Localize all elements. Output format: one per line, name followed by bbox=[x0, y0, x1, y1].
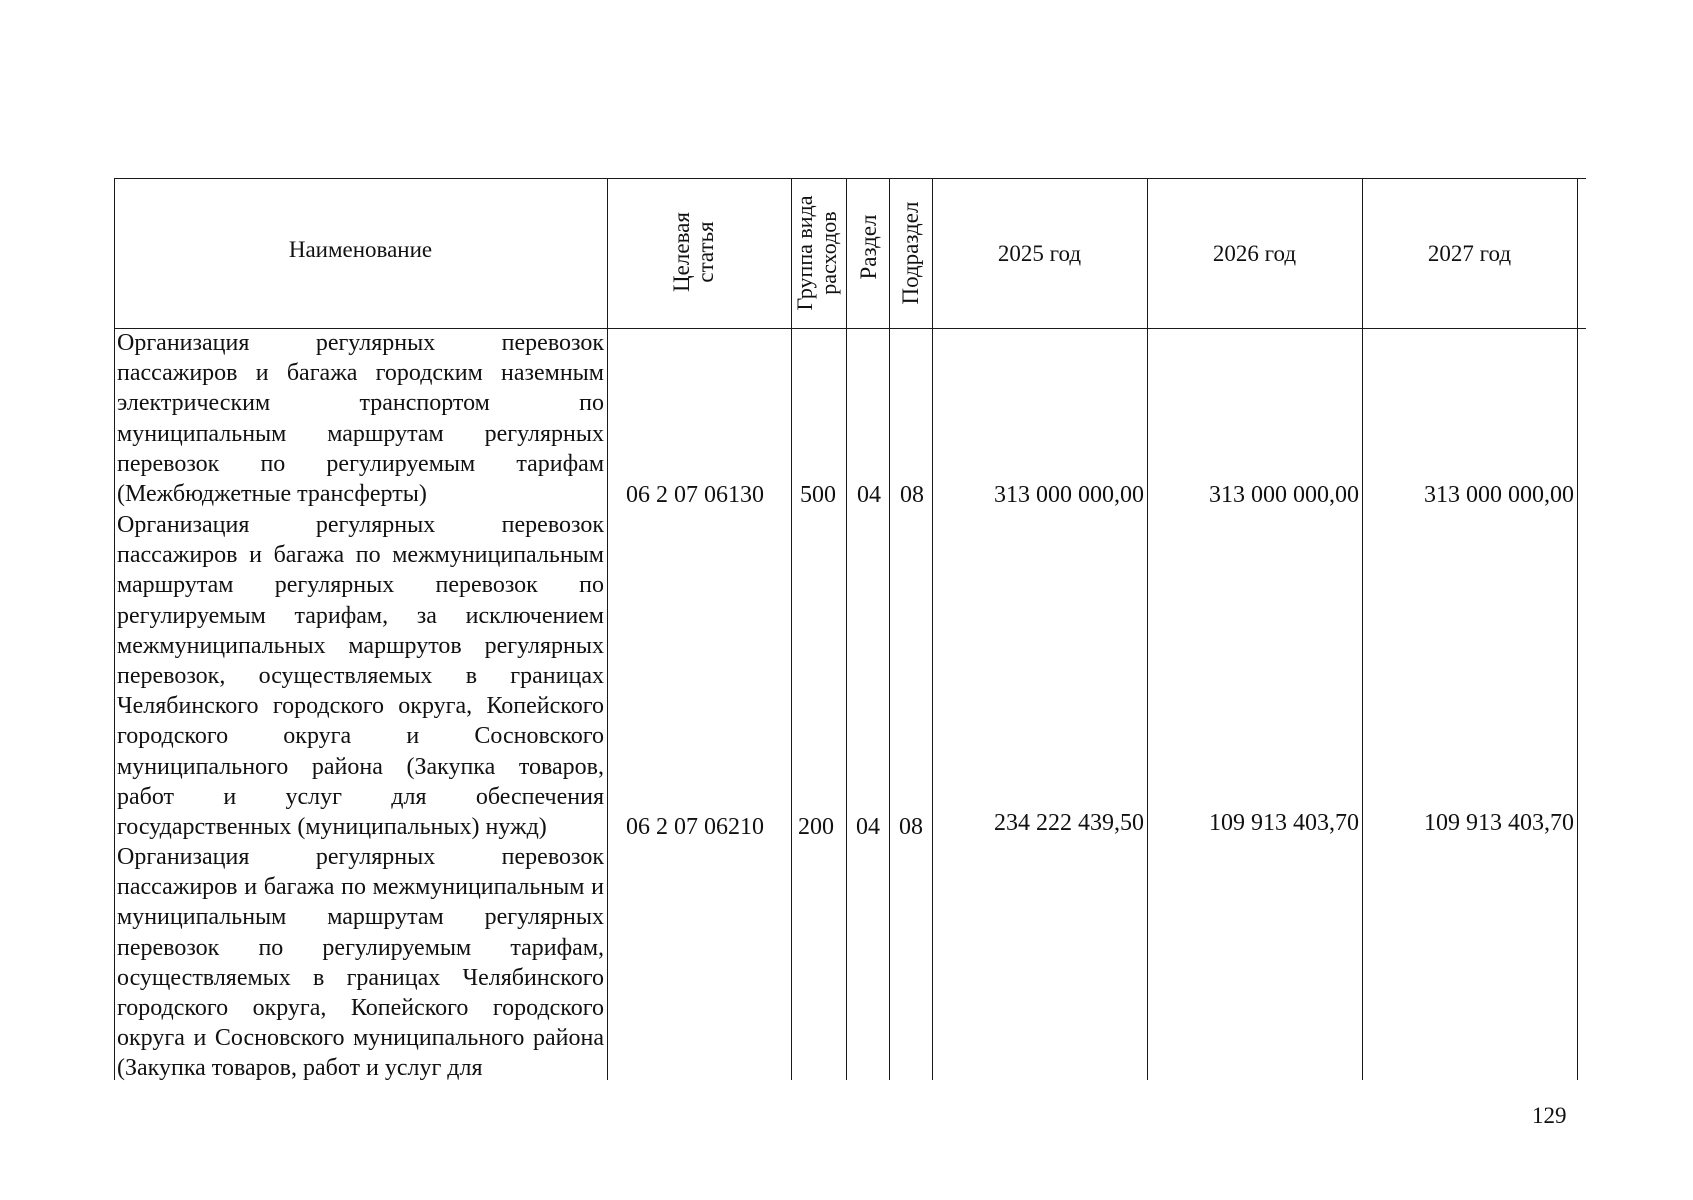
col-divider-2026 bbox=[1362, 178, 1363, 1080]
header-target-article-line2: статья bbox=[693, 221, 718, 283]
row-name: Организация регулярных перевозок пассажиров и багажа по межмуниципальным и муниципальным маршрутам регулярных перевозок по регулируемым тарифам, осуществляемых в границах Челябинского городского округа, Копейского городского округа и Сосновского муниципального района (Закупка товаров, работ и услуг для bbox=[117, 844, 604, 1082]
row-value-2027: 313 000 000,00 bbox=[1424, 482, 1574, 508]
row-value-2025: 234 222 439,50 bbox=[994, 810, 1144, 836]
table-left-border bbox=[114, 178, 115, 1080]
col-divider-name bbox=[607, 178, 608, 1080]
row-value-2027: 109 913 403,70 bbox=[1424, 810, 1574, 836]
header-year-2027: 2027 год bbox=[1427, 241, 1512, 266]
row-expense-group: 200 bbox=[798, 814, 834, 840]
row-target-article: 06 2 07 06210 bbox=[626, 814, 764, 840]
row-section: 04 bbox=[857, 482, 881, 508]
row-value-2025: 313 000 000,00 bbox=[994, 482, 1144, 508]
col-divider-article bbox=[791, 178, 792, 1080]
header-target-article-line1: Целевая bbox=[669, 212, 694, 292]
header-subsection: Подраздел bbox=[898, 201, 923, 305]
row-subsection: 08 bbox=[900, 482, 924, 508]
row-section: 04 bbox=[856, 814, 880, 840]
header-expense-group-line1: Группа вида bbox=[792, 195, 817, 311]
row-value-2026: 109 913 403,70 bbox=[1209, 810, 1359, 836]
table-top-border bbox=[114, 178, 1586, 179]
header-year-2025: 2025 год bbox=[997, 241, 1082, 266]
row-value-2026: 313 000 000,00 bbox=[1209, 482, 1359, 508]
col-divider-group bbox=[846, 178, 847, 1080]
header-year-2026: 2026 год bbox=[1212, 241, 1297, 266]
header-expense-group-line2: расходов bbox=[816, 211, 841, 295]
row-name: Организация регулярных перевозок пассажиров и багажа городским наземным электрическим транспортом по муниципальным маршрутам регулярных перевозок по регулируемым тарифам (Межбюджетные трансферты) bbox=[117, 330, 604, 508]
row-expense-group: 500 bbox=[800, 482, 836, 508]
row-subsection: 08 bbox=[899, 814, 923, 840]
col-divider-2025 bbox=[1147, 178, 1148, 1080]
header-expense-group bbox=[793, 180, 841, 326]
col-divider-subsection bbox=[932, 178, 933, 1080]
row-name: Организация регулярных перевозок пассажиров и багажа по межмуниципальным маршрутам регулярных перевозок по регулируемым тарифам, за исключением межмуниципальных маршрутов регулярных перевозок, осуществляемых в границах Челябинского городского округа, Копейского городского округа и Сосновского муниципального района (Закупка товаров, работ и услуг для обеспечения государственных (муниципальных) нужд) bbox=[117, 512, 604, 841]
header-target-article bbox=[670, 182, 718, 322]
page-number: 129 bbox=[1532, 1103, 1567, 1128]
table-right-border bbox=[1577, 178, 1578, 1080]
row-target-article: 06 2 07 06130 bbox=[626, 482, 764, 508]
col-divider-section bbox=[889, 178, 890, 1080]
header-name: Наименование bbox=[288, 237, 433, 262]
header-section: Раздел bbox=[856, 214, 881, 280]
